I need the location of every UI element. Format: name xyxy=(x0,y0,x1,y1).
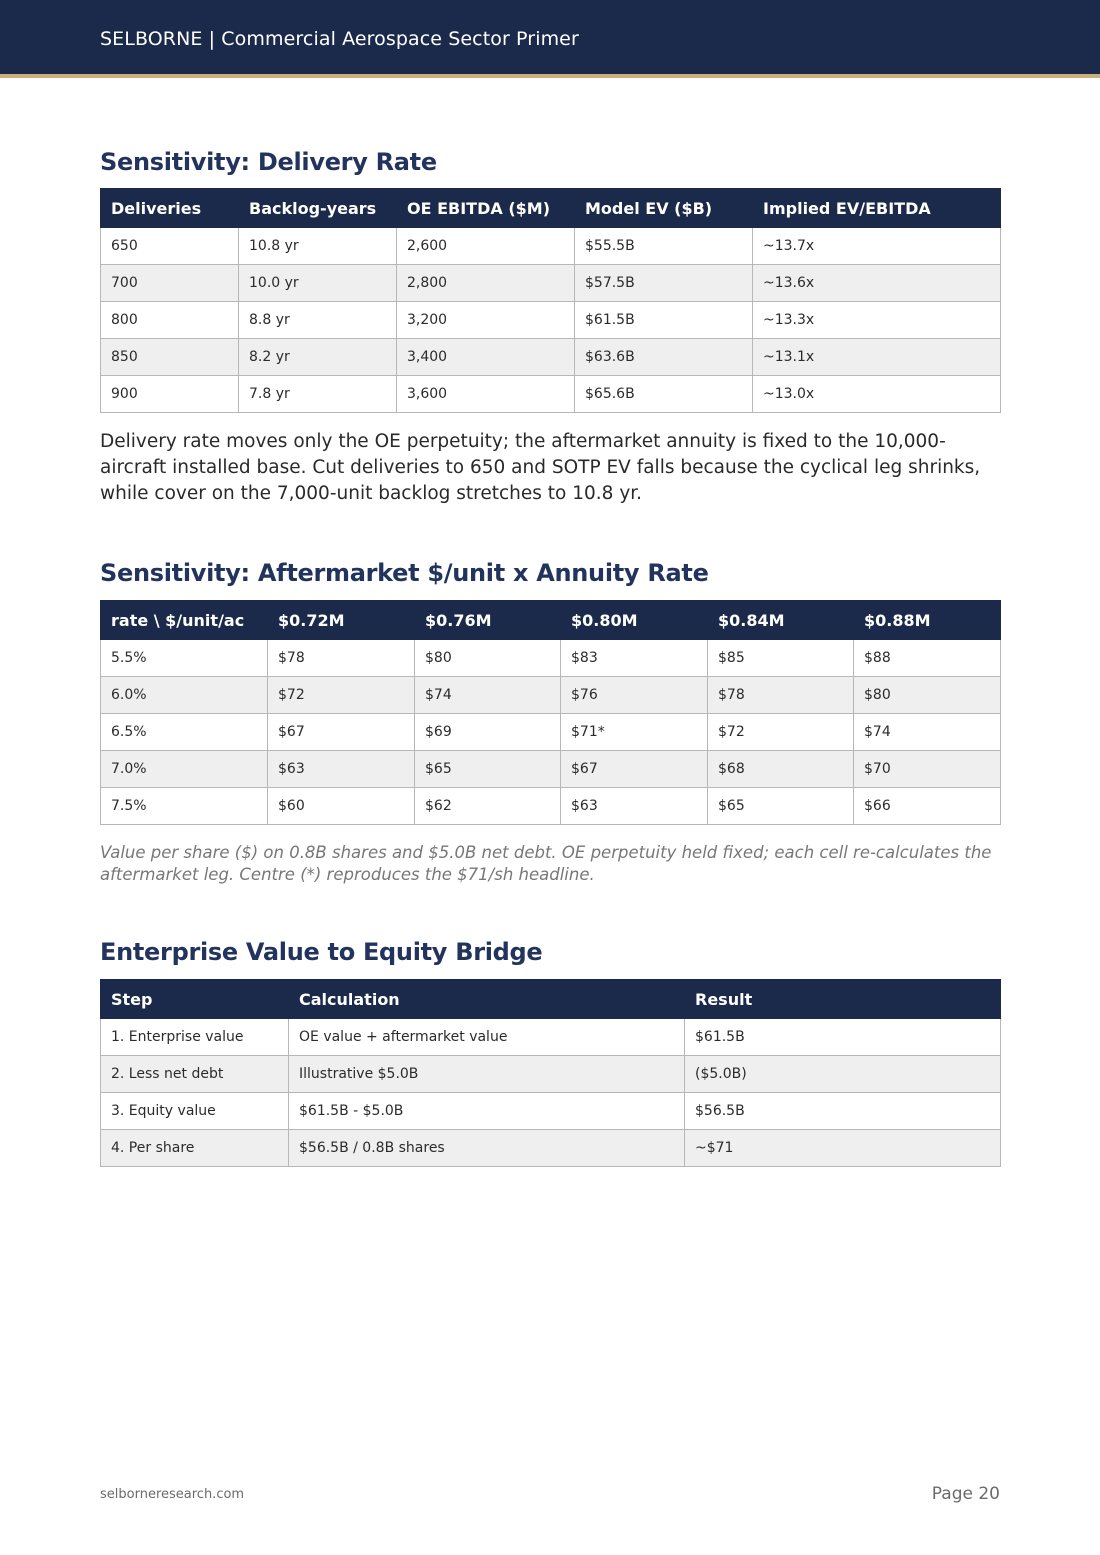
table-cell: ($5.0B) xyxy=(685,1056,1001,1093)
delivery-rate-table-wrap xyxy=(100,188,1000,413)
table-cell: 2. Less net debt xyxy=(101,1056,289,1093)
aftermarket-table-wrap xyxy=(100,600,1000,825)
table-cell: $78 xyxy=(708,677,854,714)
delivery-rate-section xyxy=(100,148,1000,176)
table-cell: 7.0% xyxy=(101,751,268,788)
table-cell: $65 xyxy=(415,751,561,788)
column-header: $0.76M xyxy=(415,601,561,640)
table-cell: $72 xyxy=(708,714,854,751)
table-cell: 800 xyxy=(101,302,239,339)
table-cell: 2,800 xyxy=(397,265,575,302)
table-cell: 5.5% xyxy=(101,640,268,677)
table-row xyxy=(101,1130,1001,1167)
table-cell: $83 xyxy=(561,640,708,677)
table-cell: 900 xyxy=(101,376,239,413)
table-cell: $63.6B xyxy=(575,339,753,376)
table-cell: 2,600 xyxy=(397,228,575,265)
table-cell: $55.5B xyxy=(575,228,753,265)
table-cell: 6.0% xyxy=(101,677,268,714)
aftermarket-note xyxy=(100,842,1000,886)
table-cell: OE value + aftermarket value xyxy=(289,1019,685,1056)
table-cell: 1. Enterprise value xyxy=(101,1019,289,1056)
table-cell: 3,600 xyxy=(397,376,575,413)
table-cell: 8.8 yr xyxy=(239,302,397,339)
table-cell: $57.5B xyxy=(575,265,753,302)
delivery-commentary xyxy=(100,429,1000,507)
table-cell: 10.0 yr xyxy=(239,265,397,302)
table-cell: ~13.7x xyxy=(753,228,1001,265)
table-row xyxy=(101,1056,1001,1093)
table-cell: $85 xyxy=(708,640,854,677)
table-cell: 3,400 xyxy=(397,339,575,376)
delivery-rate-table xyxy=(100,188,1001,413)
table-row xyxy=(101,228,1001,265)
table-row xyxy=(101,339,1001,376)
table-cell: ~13.0x xyxy=(753,376,1001,413)
table-cell: $56.5B xyxy=(685,1093,1001,1130)
table-cell: 3,200 xyxy=(397,302,575,339)
table-cell: Illustrative $5.0B xyxy=(289,1056,685,1093)
table-cell: $60 xyxy=(268,788,415,825)
table-footnote: Value per share ($) on 0.8B shares and $5.0B net debt. OE perpetuity held fixed; each cell re-calculates the aftermarket leg. Centre (*) reproduces the $71/sh headline. xyxy=(100,843,992,884)
table-row xyxy=(101,714,1001,751)
table-cell: 700 xyxy=(101,265,239,302)
header-row xyxy=(101,601,1001,640)
table-cell: $68 xyxy=(708,751,854,788)
table-cell: $71* xyxy=(561,714,708,751)
column-header: rate \ $/unit/ac xyxy=(101,601,268,640)
table-cell: $66 xyxy=(854,788,1001,825)
table-row xyxy=(101,1019,1001,1056)
table-row xyxy=(101,376,1001,413)
table-cell: $61.5B xyxy=(575,302,753,339)
aftermarket-section xyxy=(100,559,1000,587)
table-cell: $65.6B xyxy=(575,376,753,413)
table-cell: ~13.1x xyxy=(753,339,1001,376)
table-cell: $56.5B / 0.8B shares xyxy=(289,1130,685,1167)
table-cell: $76 xyxy=(561,677,708,714)
column-header: Deliveries xyxy=(101,189,239,228)
table-cell: 850 xyxy=(101,339,239,376)
table-cell: $80 xyxy=(415,640,561,677)
equity-bridge-section xyxy=(100,938,1000,966)
table-cell: $61.5B - $5.0B xyxy=(289,1093,685,1130)
column-header: Implied EV/EBITDA xyxy=(753,189,1001,228)
table-cell: ~13.3x xyxy=(753,302,1001,339)
table-cell: $61.5B xyxy=(685,1019,1001,1056)
table-cell: 10.8 yr xyxy=(239,228,397,265)
table-cell: 3. Equity value xyxy=(101,1093,289,1130)
body-paragraph: Delivery rate moves only the OE perpetuity; the aftermarket annuity is fixed to the 10,000-aircraft installed base. Cut deliveries to 650 and SOTP EV falls because the cyclical leg shrinks, while cover on the 7,000-unit backlog stretches to 10.8 yr. xyxy=(100,431,981,504)
header-row xyxy=(101,980,1001,1019)
header-row xyxy=(101,189,1001,228)
page-header-bar xyxy=(0,0,1100,78)
table-cell: $72 xyxy=(268,677,415,714)
table-cell: $74 xyxy=(415,677,561,714)
table-header xyxy=(101,601,1001,640)
table-cell: 7.8 yr xyxy=(239,376,397,413)
table-cell: $88 xyxy=(854,640,1001,677)
column-header: $0.88M xyxy=(854,601,1001,640)
table-cell: $80 xyxy=(854,677,1001,714)
table-header xyxy=(101,980,1001,1019)
column-header: Backlog-years xyxy=(239,189,397,228)
page-number: Page 20 xyxy=(931,1484,1000,1504)
table-row xyxy=(101,1093,1001,1130)
table-cell: $78 xyxy=(268,640,415,677)
table-cell: $62 xyxy=(415,788,561,825)
table-cell: 4. Per share xyxy=(101,1130,289,1167)
table-row xyxy=(101,677,1001,714)
equity-bridge-table xyxy=(100,979,1001,1167)
table-row xyxy=(101,265,1001,302)
table-cell: $65 xyxy=(708,788,854,825)
column-header: $0.84M xyxy=(708,601,854,640)
column-header: Result xyxy=(685,980,1001,1019)
table-row xyxy=(101,640,1001,677)
table-cell: ~$71 xyxy=(685,1130,1001,1167)
table-row xyxy=(101,302,1001,339)
table-cell: $70 xyxy=(854,751,1001,788)
section-title: Sensitivity: Delivery Rate xyxy=(100,148,437,176)
table-cell: 650 xyxy=(101,228,239,265)
table-cell: $63 xyxy=(268,751,415,788)
footer-website-link[interactable]: selborneresearch.com xyxy=(100,1487,245,1502)
table-row xyxy=(101,788,1001,825)
equity-bridge-table-wrap xyxy=(100,979,1000,1167)
table-cell: $67 xyxy=(268,714,415,751)
table-cell: 7.5% xyxy=(101,788,268,825)
column-header: Calculation xyxy=(289,980,685,1019)
table-cell: $69 xyxy=(415,714,561,751)
table-row xyxy=(101,751,1001,788)
column-header: Step xyxy=(101,980,289,1019)
report-title: SELBORNE | Commercial Aerospace Sector Primer xyxy=(100,28,579,50)
table-cell: $63 xyxy=(561,788,708,825)
column-header: $0.80M xyxy=(561,601,708,640)
section-title: Sensitivity: Aftermarket $/unit x Annuity Rate xyxy=(100,559,709,587)
section-title: Enterprise Value to Equity Bridge xyxy=(100,938,543,966)
aftermarket-sensitivity-table xyxy=(100,600,1001,825)
table-cell: $67 xyxy=(561,751,708,788)
column-header: Model EV ($B) xyxy=(575,189,753,228)
table-cell: 6.5% xyxy=(101,714,268,751)
table-cell: ~13.6x xyxy=(753,265,1001,302)
table-cell: 8.2 yr xyxy=(239,339,397,376)
column-header: $0.72M xyxy=(268,601,415,640)
table-cell: $74 xyxy=(854,714,1001,751)
column-header: OE EBITDA ($M) xyxy=(397,189,575,228)
table-header xyxy=(101,189,1001,228)
